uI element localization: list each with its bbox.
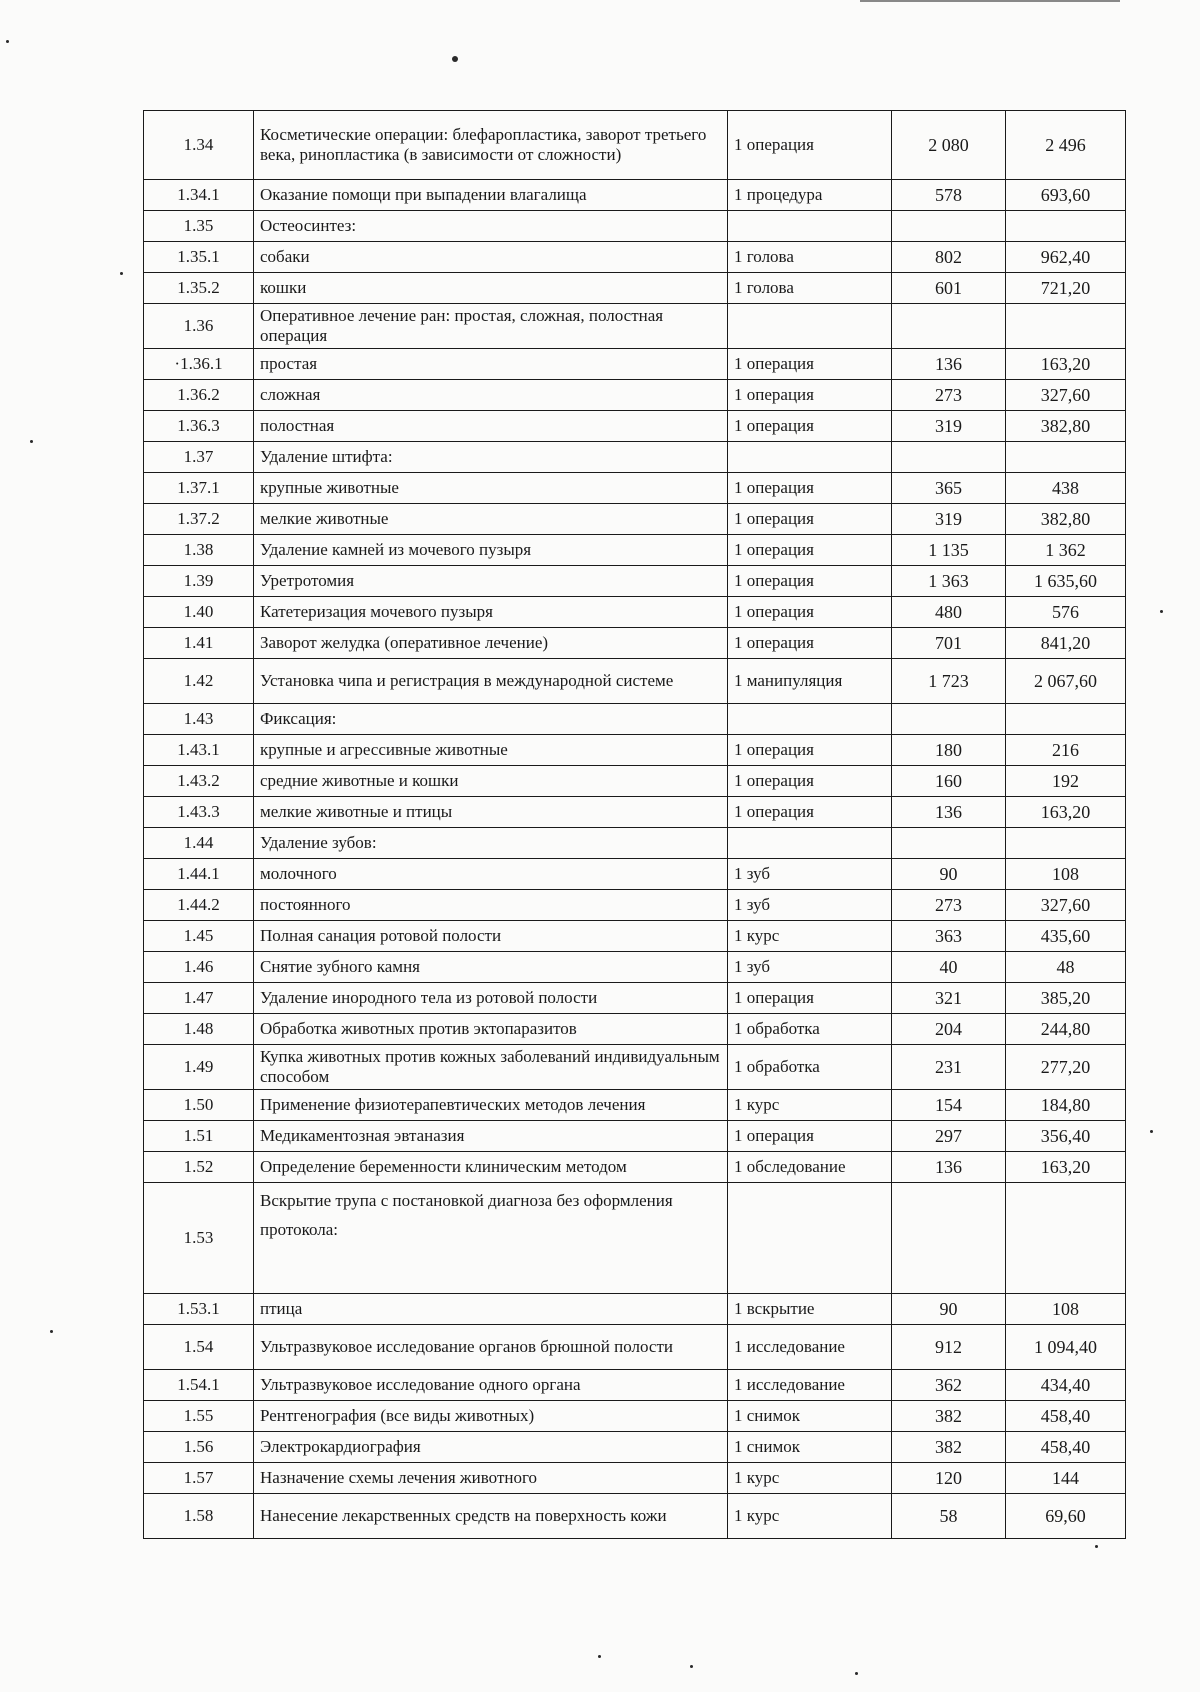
service-name: Купка животных против кожных заболеваний индивидуальным способом — [254, 1045, 728, 1090]
price-with-vat: 216 — [1006, 735, 1126, 766]
unit-of-measure: 1 операция — [728, 735, 892, 766]
item-number: 1.58 — [144, 1494, 254, 1539]
table-row — [144, 1432, 1126, 1463]
price-with-vat: 108 — [1006, 1294, 1126, 1325]
price-without-vat: 40 — [892, 952, 1006, 983]
service-name: крупные животные — [254, 473, 728, 504]
price-with-vat — [1006, 304, 1126, 349]
table-row — [144, 828, 1126, 859]
item-number: 1.41 — [144, 628, 254, 659]
price-with-vat: 962,40 — [1006, 242, 1126, 273]
table-row — [144, 1370, 1126, 1401]
table-row — [144, 504, 1126, 535]
table-row — [144, 983, 1126, 1014]
table-row — [144, 442, 1126, 473]
item-number: 1.34 — [144, 111, 254, 180]
service-name: птица — [254, 1294, 728, 1325]
item-number: 1.42 — [144, 659, 254, 704]
table-row — [144, 1401, 1126, 1432]
table-row — [144, 766, 1126, 797]
price-without-vat — [892, 304, 1006, 349]
service-name: Вскрытие трупа с постановкой диагноза без оформления протокола: — [254, 1183, 728, 1294]
price-with-vat — [1006, 704, 1126, 735]
price-with-vat — [1006, 828, 1126, 859]
service-name: Нанесение лекарственных средств на поверхность кожи — [254, 1494, 728, 1539]
price-without-vat: 382 — [892, 1401, 1006, 1432]
service-name: Установка чипа и регистрация в международной системе — [254, 659, 728, 704]
price-without-vat: 160 — [892, 766, 1006, 797]
service-name: мелкие животные — [254, 504, 728, 535]
service-name: Применение физиотерапевтических методов лечения — [254, 1090, 728, 1121]
price-without-vat: 90 — [892, 859, 1006, 890]
price-without-vat — [892, 828, 1006, 859]
table-row — [144, 411, 1126, 442]
item-number: 1.37 — [144, 442, 254, 473]
unit-of-measure: 1 операция — [728, 504, 892, 535]
service-name: крупные и агрессивные животные — [254, 735, 728, 766]
unit-of-measure: 1 снимок — [728, 1401, 892, 1432]
unit-of-measure: 1 зуб — [728, 952, 892, 983]
table-row — [144, 535, 1126, 566]
unit-of-measure: 1 курс — [728, 921, 892, 952]
unit-of-measure: 1 снимок — [728, 1432, 892, 1463]
service-name: Катетеризация мочевого пузыря — [254, 597, 728, 628]
price-with-vat — [1006, 211, 1126, 242]
price-without-vat: 120 — [892, 1463, 1006, 1494]
price-without-vat: 1 135 — [892, 535, 1006, 566]
scan-speck — [1150, 1130, 1153, 1133]
price-without-vat: 90 — [892, 1294, 1006, 1325]
price-with-vat: 192 — [1006, 766, 1126, 797]
table-row — [144, 1121, 1126, 1152]
item-number: 1.35.2 — [144, 273, 254, 304]
unit-of-measure — [728, 211, 892, 242]
price-with-vat: 434,40 — [1006, 1370, 1126, 1401]
table-row — [144, 211, 1126, 242]
unit-of-measure: 1 исследование — [728, 1325, 892, 1370]
price-with-vat: 163,20 — [1006, 1152, 1126, 1183]
unit-of-measure — [728, 442, 892, 473]
unit-of-measure: 1 зуб — [728, 890, 892, 921]
unit-of-measure: 1 операция — [728, 1121, 892, 1152]
service-name: Косметические операции: блефаропластика, заворот третьего века, ринопластика (в зависимости от сложности) — [254, 111, 728, 180]
service-name: молочного — [254, 859, 728, 890]
price-with-vat: 458,40 — [1006, 1432, 1126, 1463]
price-with-vat: 385,20 — [1006, 983, 1126, 1014]
unit-of-measure: 1 операция — [728, 766, 892, 797]
service-name: мелкие животные и птицы — [254, 797, 728, 828]
price-without-vat: 319 — [892, 504, 1006, 535]
unit-of-measure: 1 операция — [728, 983, 892, 1014]
table-row — [144, 659, 1126, 704]
item-number: 1.44.1 — [144, 859, 254, 890]
table-row — [144, 304, 1126, 349]
table-row — [144, 1494, 1126, 1539]
item-number: 1.39 — [144, 566, 254, 597]
unit-of-measure: 1 вскрытие — [728, 1294, 892, 1325]
scan-speck — [598, 1655, 601, 1658]
price-with-vat: 693,60 — [1006, 180, 1126, 211]
item-number: 1.35.1 — [144, 242, 254, 273]
price-with-vat: 356,40 — [1006, 1121, 1126, 1152]
price-without-vat: 136 — [892, 797, 1006, 828]
price-without-vat: 180 — [892, 735, 1006, 766]
service-name: постоянного — [254, 890, 728, 921]
item-number: 1.37.1 — [144, 473, 254, 504]
service-name: кошки — [254, 273, 728, 304]
unit-of-measure: 1 операция — [728, 797, 892, 828]
scan-speck — [6, 40, 9, 43]
table-row — [144, 1183, 1126, 1294]
unit-of-measure: 1 операция — [728, 349, 892, 380]
service-name: Заворот желудка (оперативное лечение) — [254, 628, 728, 659]
unit-of-measure — [728, 828, 892, 859]
price-without-vat: 578 — [892, 180, 1006, 211]
table-row — [144, 1090, 1126, 1121]
item-number: 1.49 — [144, 1045, 254, 1090]
unit-of-measure: 1 курс — [728, 1090, 892, 1121]
unit-of-measure: 1 операция — [728, 380, 892, 411]
unit-of-measure: 1 курс — [728, 1463, 892, 1494]
unit-of-measure: 1 операция — [728, 597, 892, 628]
unit-of-measure: 1 курс — [728, 1494, 892, 1539]
table-row — [144, 628, 1126, 659]
price-without-vat — [892, 211, 1006, 242]
service-name: собаки — [254, 242, 728, 273]
table-row — [144, 1014, 1126, 1045]
price-with-vat: 576 — [1006, 597, 1126, 628]
price-with-vat: 277,20 — [1006, 1045, 1126, 1090]
price-without-vat: 204 — [892, 1014, 1006, 1045]
unit-of-measure: 1 операция — [728, 535, 892, 566]
price-with-vat: 2 067,60 — [1006, 659, 1126, 704]
price-without-vat: 231 — [892, 1045, 1006, 1090]
item-number: 1.54 — [144, 1325, 254, 1370]
price-without-vat: 1 363 — [892, 566, 1006, 597]
price-without-vat: 601 — [892, 273, 1006, 304]
price-without-vat: 802 — [892, 242, 1006, 273]
service-name: Удаление штифта: — [254, 442, 728, 473]
service-name: сложная — [254, 380, 728, 411]
service-name: Полная санация ротовой полости — [254, 921, 728, 952]
unit-of-measure: 1 обследование — [728, 1152, 892, 1183]
price-without-vat — [892, 1183, 1006, 1294]
service-name: Определение беременности клиническим методом — [254, 1152, 728, 1183]
price-without-vat: 363 — [892, 921, 1006, 952]
service-name: Назначение схемы лечения животного — [254, 1463, 728, 1494]
item-number: 1.57 — [144, 1463, 254, 1494]
price-table-body — [144, 111, 1126, 1539]
price-without-vat: 480 — [892, 597, 1006, 628]
table-row — [144, 797, 1126, 828]
price-without-vat — [892, 442, 1006, 473]
table-row — [144, 1294, 1126, 1325]
price-with-vat: 184,80 — [1006, 1090, 1126, 1121]
price-with-vat: 48 — [1006, 952, 1126, 983]
service-name: Фиксация: — [254, 704, 728, 735]
item-number: 1.37.2 — [144, 504, 254, 535]
unit-of-measure: 1 операция — [728, 473, 892, 504]
table-row — [144, 566, 1126, 597]
scan-speck — [690, 1665, 693, 1668]
scan-speck — [1160, 610, 1163, 613]
price-table — [143, 110, 1126, 1539]
item-number: ·1.36.1 — [144, 349, 254, 380]
service-name: Удаление зубов: — [254, 828, 728, 859]
unit-of-measure: 1 манипуляция — [728, 659, 892, 704]
scan-speck — [120, 272, 123, 275]
table-row — [144, 349, 1126, 380]
price-without-vat: 362 — [892, 1370, 1006, 1401]
price-with-vat: 2 496 — [1006, 111, 1126, 180]
service-name: полостная — [254, 411, 728, 442]
price-without-vat: 365 — [892, 473, 1006, 504]
item-number: 1.35 — [144, 211, 254, 242]
price-with-vat: 163,20 — [1006, 349, 1126, 380]
scan-speck — [1095, 1545, 1098, 1548]
price-with-vat: 382,80 — [1006, 411, 1126, 442]
service-name: Удаление инородного тела из ротовой полости — [254, 983, 728, 1014]
item-number: 1.44 — [144, 828, 254, 859]
table-row — [144, 180, 1126, 211]
table-row — [144, 1045, 1126, 1090]
price-without-vat: 297 — [892, 1121, 1006, 1152]
price-with-vat: 327,60 — [1006, 380, 1126, 411]
price-with-vat: 108 — [1006, 859, 1126, 890]
price-with-vat: 1 362 — [1006, 535, 1126, 566]
item-number: 1.40 — [144, 597, 254, 628]
price-without-vat: 2 080 — [892, 111, 1006, 180]
price-without-vat: 701 — [892, 628, 1006, 659]
item-number: 1.55 — [144, 1401, 254, 1432]
scan-speck — [50, 1330, 53, 1333]
price-without-vat: 58 — [892, 1494, 1006, 1539]
price-with-vat: 458,40 — [1006, 1401, 1126, 1432]
service-name: простая — [254, 349, 728, 380]
item-number: 1.44.2 — [144, 890, 254, 921]
item-number: 1.51 — [144, 1121, 254, 1152]
price-with-vat: 69,60 — [1006, 1494, 1126, 1539]
table-row — [144, 735, 1126, 766]
price-without-vat: 1 723 — [892, 659, 1006, 704]
unit-of-measure: 1 обработка — [728, 1045, 892, 1090]
price-without-vat: 382 — [892, 1432, 1006, 1463]
table-row — [144, 273, 1126, 304]
price-with-vat — [1006, 442, 1126, 473]
item-number: 1.43.3 — [144, 797, 254, 828]
table-row — [144, 952, 1126, 983]
service-name: Остеосинтез: — [254, 211, 728, 242]
item-number: 1.36.3 — [144, 411, 254, 442]
price-with-vat: 244,80 — [1006, 1014, 1126, 1045]
item-number: 1.52 — [144, 1152, 254, 1183]
price-without-vat: 321 — [892, 983, 1006, 1014]
table-row — [144, 890, 1126, 921]
scan-speck — [452, 56, 458, 62]
item-number: 1.53 — [144, 1183, 254, 1294]
table-row — [144, 1152, 1126, 1183]
item-number: 1.38 — [144, 535, 254, 566]
table-row — [144, 1463, 1126, 1494]
price-without-vat: 319 — [892, 411, 1006, 442]
price-with-vat: 438 — [1006, 473, 1126, 504]
price-with-vat: 327,60 — [1006, 890, 1126, 921]
unit-of-measure: 1 голова — [728, 273, 892, 304]
item-number: 1.34.1 — [144, 180, 254, 211]
price-with-vat — [1006, 1183, 1126, 1294]
price-with-vat: 1 635,60 — [1006, 566, 1126, 597]
service-name: средние животные и кошки — [254, 766, 728, 797]
service-name: Удаление камней из мочевого пузыря — [254, 535, 728, 566]
item-number: 1.46 — [144, 952, 254, 983]
service-name: Снятие зубного камня — [254, 952, 728, 983]
price-with-vat: 721,20 — [1006, 273, 1126, 304]
item-number: 1.43.2 — [144, 766, 254, 797]
unit-of-measure — [728, 304, 892, 349]
unit-of-measure — [728, 704, 892, 735]
table-row — [144, 1325, 1126, 1370]
price-without-vat: 912 — [892, 1325, 1006, 1370]
item-number: 1.47 — [144, 983, 254, 1014]
price-without-vat: 136 — [892, 349, 1006, 380]
item-number: 1.56 — [144, 1432, 254, 1463]
price-with-vat: 144 — [1006, 1463, 1126, 1494]
item-number: 1.43.1 — [144, 735, 254, 766]
price-without-vat — [892, 704, 1006, 735]
service-name: Медикаментозная эвтаназия — [254, 1121, 728, 1152]
service-name: Оказание помощи при выпадении влагалища — [254, 180, 728, 211]
scan-speck — [855, 1672, 858, 1675]
unit-of-measure: 1 исследование — [728, 1370, 892, 1401]
unit-of-measure: 1 зуб — [728, 859, 892, 890]
service-name: Уретротомия — [254, 566, 728, 597]
service-name: Электрокардиография — [254, 1432, 728, 1463]
service-name: Оперативное лечение ран: простая, сложная, полостная операция — [254, 304, 728, 349]
table-row — [144, 473, 1126, 504]
item-number: 1.53.1 — [144, 1294, 254, 1325]
unit-of-measure: 1 операция — [728, 111, 892, 180]
unit-of-measure: 1 процедура — [728, 180, 892, 211]
table-row — [144, 859, 1126, 890]
item-number: 1.43 — [144, 704, 254, 735]
item-number: 1.54.1 — [144, 1370, 254, 1401]
price-without-vat: 136 — [892, 1152, 1006, 1183]
service-name: Ультразвуковое исследование одного органа — [254, 1370, 728, 1401]
price-with-vat: 435,60 — [1006, 921, 1126, 952]
service-name: Обработка животных против эктопаразитов — [254, 1014, 728, 1045]
item-number: 1.36 — [144, 304, 254, 349]
service-name: Ультразвуковое исследование органов брюшной полости — [254, 1325, 728, 1370]
table-row — [144, 111, 1126, 180]
table-row — [144, 380, 1126, 411]
price-without-vat: 154 — [892, 1090, 1006, 1121]
unit-of-measure: 1 операция — [728, 566, 892, 597]
table-row — [144, 921, 1126, 952]
price-with-vat: 382,80 — [1006, 504, 1126, 535]
unit-of-measure: 1 голова — [728, 242, 892, 273]
unit-of-measure — [728, 1183, 892, 1294]
table-row — [144, 242, 1126, 273]
scan-edge-line — [860, 0, 1120, 2]
item-number: 1.50 — [144, 1090, 254, 1121]
price-with-vat: 841,20 — [1006, 628, 1126, 659]
unit-of-measure: 1 операция — [728, 628, 892, 659]
service-name: Рентгенография (все виды животных) — [254, 1401, 728, 1432]
item-number: 1.36.2 — [144, 380, 254, 411]
item-number: 1.45 — [144, 921, 254, 952]
unit-of-measure: 1 обработка — [728, 1014, 892, 1045]
scan-speck — [30, 440, 33, 443]
unit-of-measure: 1 операция — [728, 411, 892, 442]
price-without-vat: 273 — [892, 380, 1006, 411]
table-row — [144, 597, 1126, 628]
price-with-vat: 163,20 — [1006, 797, 1126, 828]
price-without-vat: 273 — [892, 890, 1006, 921]
table-row — [144, 704, 1126, 735]
price-with-vat: 1 094,40 — [1006, 1325, 1126, 1370]
item-number: 1.48 — [144, 1014, 254, 1045]
